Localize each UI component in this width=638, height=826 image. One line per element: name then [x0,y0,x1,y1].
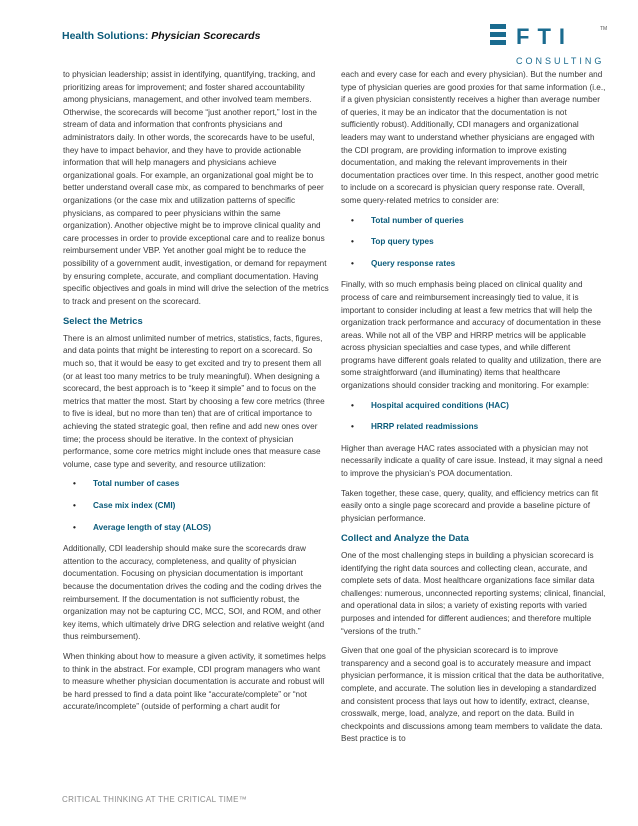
paragraph: There is an almost unlimited number of metrics, statistics, facts, figures, and data points that might be interesting to report on a scorecard. So much so, that it would be easy to get excited and try to present them all (or at least too many metrics to be truly meaningful). When designing a scorecard, the best approach is to “keep it simple” and to focus on the metrics that matter the most. Start by choosing a few core metrics (three to five is ideal, but no more than ten) that are of critical importance to achieving the stated strategic goal, then refine and add new ones over time; the process should be iterative. In the context of physician performance, some core metrics might include ones that measure case volume, case type and severity, and resource utilization: [63,333,325,469]
header-section: Health Solutions: [62,30,149,42]
paragraph: Additionally, CDI leadership should make sure the scorecards draw attention to the accuracy, completeness, and quality of physician documentation. Focusing on physician documentation is important because the documentation drives the coding and the coding drives the reimbursement. If the documentation is not sufficiently robust, the organization may not be capturing CC, MCC, SOI, and ROM, and other key items, which ultimately drive DRG selection and relative weight (and thus reimbursement). [63,544,325,642]
fti-logo [490,24,610,72]
logo-brand: FTI [516,24,573,49]
bullet-list [341,400,607,434]
right-column [341,69,607,753]
bullet-list [63,478,329,534]
logo-bars-icon [490,24,506,54]
paragraph: Higher than average HAC rates associated with a physician may not necessarily indicate a quality of care issue. Instead, it may signal a need to improve the physician’s POA documentation. [341,443,603,479]
logo-tm: TM [600,26,608,32]
list-item: • Total number of cases [63,478,329,491]
paragraph: Given that one goal of the physician scorecard is to improve transparency and a second goal is to accurately measure and impact physician performance, it is mission critical that the data be authoritative, complete, and accurate. The solution lies in developing a standardized and consistent process that lays out how to identify, extract, cleanse, crosswalk, merge, load, analyze, and report on the data. Build in checkpoints and discussions among team members to validate the data. Best practice is to [341,646,605,744]
list-item: • Case mix index (CMI) [63,500,329,513]
section-heading: Collect and Analyze the Data [341,532,469,544]
list-item: • HRRP related readmissions [341,421,607,434]
section-heading: Select the Metrics [63,315,143,327]
page-footer: CRITICAL THINKING AT THE CRITICAL TIME™ [62,795,248,804]
bullet-list [341,215,607,271]
paragraph: Finally, with so much emphasis being placed on clinical quality and process of care and reimbursement increasingly tied to value, it is important to consider including at least a few metrics that will help the organization track performance and accuracy of documentation in these areas. While not all of the VBP and HRRP metrics will be applicable across physician specialties and case types, and while different programs have different goals related to quality and utilization, there are some straightforward (and illuminating) items that healthcare organizations should consider tracking and monitoring. For example: [341,280,602,391]
paragraph: When thinking about how to measure a given activity, it sometimes helps to think in the abstract. For example, CDI program managers who want to measure whether physician documentation is accurate and robust will be hard pressed to find a data point like “accurate/complete” or “not accurate/incomplete” (outside of performing a chart audit for [63,651,326,712]
header-subtitle: Physician Scorecards [151,30,261,42]
paragraph: One of the most challenging steps in building a physician scorecard is identifying the right data sources and collecting clean, accurate, and complete sets of data. Most healthcare organizations face similar data challenges: numerous, unconnected reporting systems; clinical, financial, and operational data in silos; a variety of existing reports with varied purposes and intended for different audiences; and therefore multiple “versions of the truth.” [341,551,606,636]
logo-sub: CONSULTING [516,56,605,66]
left-column [63,69,329,721]
list-item: • Hospital acquired conditions (HAC) [341,400,607,413]
paragraph: each and every case for each and every physician). But the number and type of physician queries are good proxies for that same information (i.e., if a given physician consistently receives a higher than average number of queries, it may be an indicator that the documentation is not sufficiently robust). Additionally, CDI managers and organizational leaders may want to understand whether physicians are engaged with the CDI program, are providing information to improve existing documentation, and making the relevant improvements in their documentation practices over time. In this respect, another good metric to include on a scorecard is physician query response rate. Overall, some query-related metrics to consider are: [341,70,606,205]
paragraph: Taken together, these case, query, quality, and efficiency metrics can fit easily onto a single page scorecard and provide a baseline picture of physician performance. [341,488,599,523]
paragraph: to physician leadership; assist in identifying, quantifying, tracking, and prioritizing areas for improvement; and foster shared accountability among physicians, management, and other involved team members. Otherwise, the scorecards will become “just another report,” lost in the stream of data and information that confronts physicians and administrators daily. In other words, the scorecards have to be useful, they have to impact behavior, and they have to provide actionable information that will help managers and physicians achieve organizational goals. For example, an organizational goal might be to better understand overall case mix, as compared to benchmarks of peer organizations (or the case mix and utilization patterns of specific physicians, as compared to peer physicians within the same organization). Another objective might be to improve clinical quality and care processes in order to provide exceptional care and to realize bonus reimbursement under VBP. Yet another goal might be to reduce the possibility of a government audit, investigation, or demand for repayment by ensuring complete, accurate, and compliant documentation. Having specific objectives and goals in mind will drive the selection of the metrics to track and present on the scorecard. [63,70,329,306]
list-item: • Top query types [341,236,607,249]
page-header [62,30,260,42]
list-item: • Query response rates [341,258,607,271]
list-item: • Average length of stay (ALOS) [63,522,329,535]
list-item: • Total number of queries [341,215,607,228]
